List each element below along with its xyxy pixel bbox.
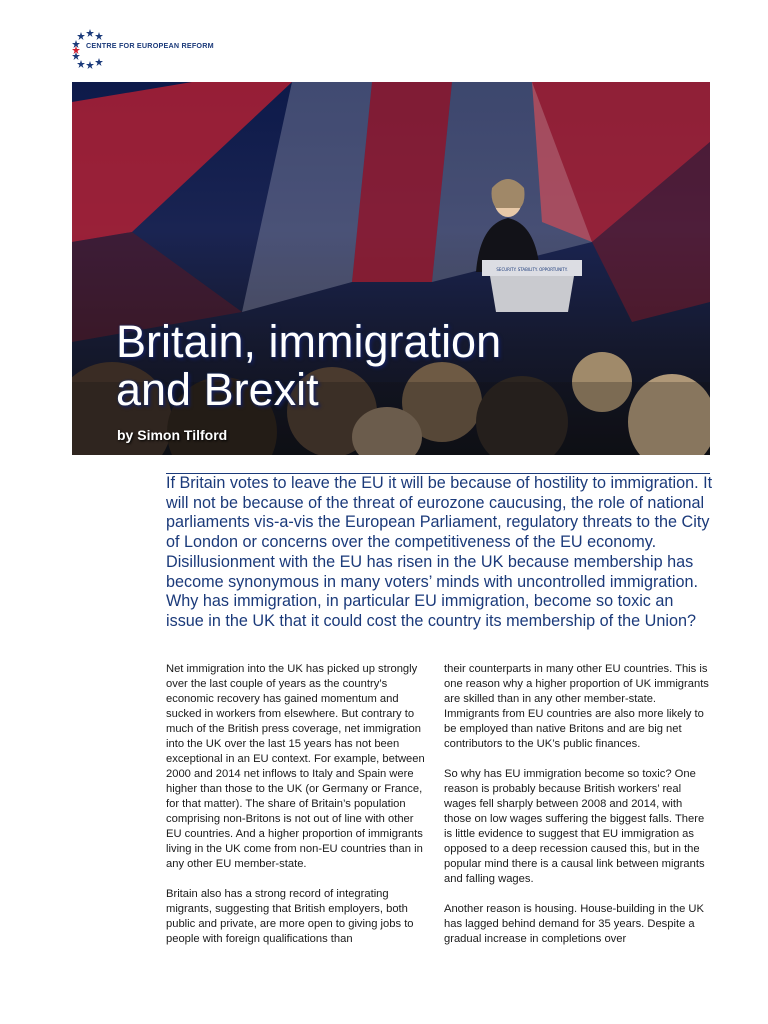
body-paragraph: So why has EU immigration become so toxic? One reason is probably because British workers’ real wages fell sharply between 2008 and 2014, with those on low wages suffering the biggest falls. There is little evidence to suggest that EU immigration as opposed to a deep recession caused this, but in the popular mind there is a causal link between migrants and falling wages. bbox=[444, 768, 705, 885]
page-title bbox=[116, 318, 501, 414]
body-paragraph: their counterparts in many other EU countries. This is one reason why a higher proportion of UK immigrants are skilled than in any other member-state. Immigrants from EU countries are also more likely to be employed than native Britons and are big net contributors to the UK’s public finances. bbox=[444, 663, 709, 750]
cer-logo bbox=[70, 28, 270, 70]
hero-image bbox=[72, 82, 710, 455]
author-byline: by Simon Tilford bbox=[117, 427, 228, 443]
logo-text: CENTRE FOR EUROPEAN REFORM bbox=[86, 41, 214, 50]
body-paragraph: Net immigration into the UK has picked up strongly over the last couple of years as the country’s economic recovery has gained momentum and sucked in workers from elsewhere. But contrary to much of the British press coverage, net immigration into the UK over the last 15 years has not been exceptional in an EU context. For example, between 2000 and 2014 net inflows to Italy and Spain were higher than those to the UK (or Germany or France, for that matter). The share of Britain’s population comprising non-Britons is not out of line with other EU countries. And a higher proportion of immigrants living in the UK come from non-EU countries than in any other EU member-state. bbox=[166, 663, 425, 870]
body-paragraph: Another reason is housing. House-building in the UK has lagged behind demand for 35 years. Despite a gradual increase in completions over bbox=[444, 903, 704, 945]
title-line-1: Britain, immigration bbox=[116, 316, 502, 367]
title-line-2: and Brexit bbox=[116, 364, 319, 415]
body-paragraph: Britain also has a strong record of integrating migrants, suggesting that British employers, both public and private, are more open to giving jobs to people with foreign qualifications than bbox=[166, 888, 414, 945]
left-column bbox=[166, 662, 432, 962]
right-column bbox=[444, 662, 710, 962]
podium-text: SECURITY. STABILITY. OPPORTUNITY. bbox=[496, 267, 568, 272]
intro-paragraph: If Britain votes to leave the EU it will be because of hostility to immigration. It will not be because of the threat of eurozone caucusing, the role of national parliaments vis-a-vis the European Parliament, regulatory threats to the City of London or concerns over the competitiveness of the EU economy. Disillusionment with the EU has risen in the UK because membership has become synonymous in many voters’ minds with uncontrolled immigration. Why has immigration, in particular EU immigration, become so toxic an issue in the UK that it could cost the country its membership of the Union? bbox=[166, 474, 713, 630]
